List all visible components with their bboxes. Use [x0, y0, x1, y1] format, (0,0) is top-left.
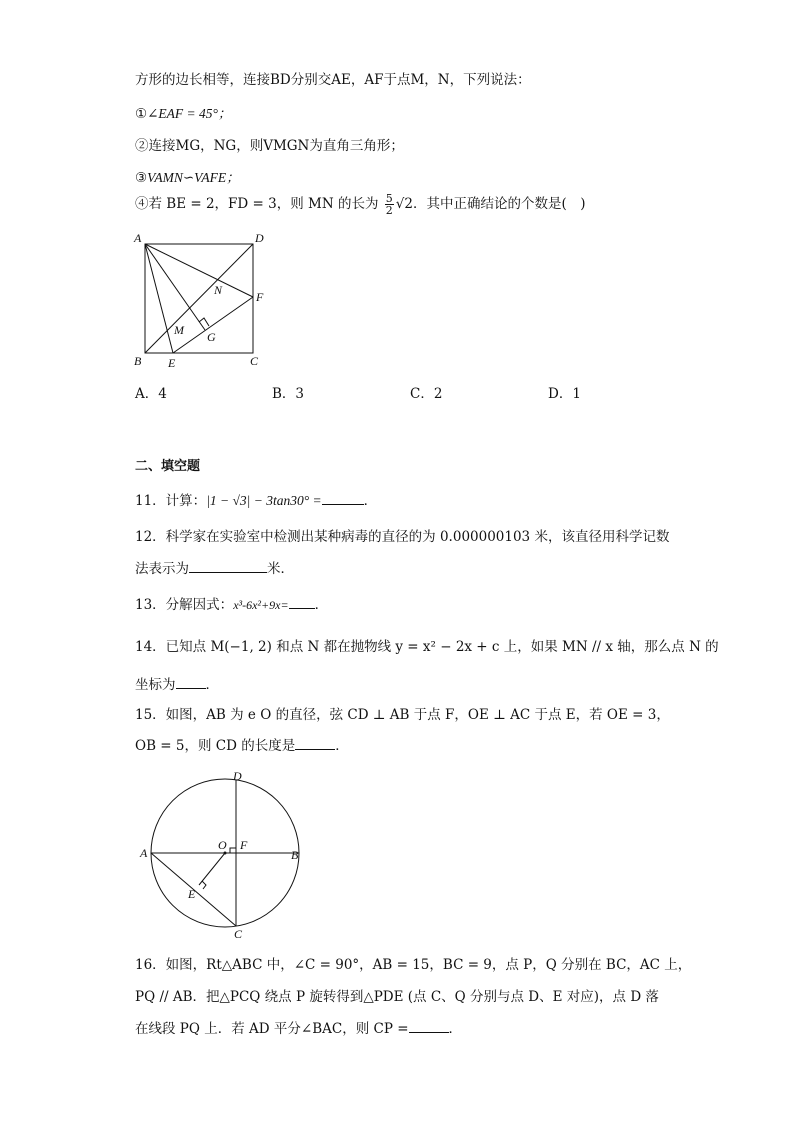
- q14-line1: 14．已知点 M(−1, 2) 和点 N 都在抛物线 y = x² − 2x + c 上，如果 MN // x 轴，那么点 N 的: [135, 639, 719, 655]
- segment-oe: [199, 853, 225, 885]
- q10-statement-3-text: VAMN∽VAFE；: [147, 170, 240, 185]
- q12-line2-post: 米．: [267, 561, 294, 577]
- q10-statement-2-mark: ②: [135, 138, 149, 154]
- q10-line1: 方形的边长相等，连接BD分别交AE，AF于点M，N，下列说法：: [135, 72, 531, 88]
- label-a: A: [134, 231, 142, 245]
- q10-statement-1-mark: ①: [135, 106, 148, 122]
- label-e: E: [188, 887, 196, 901]
- q12-line1: 12．科学家在实验室中检测出某种病毒的直径的为 0.000000103 米，该直径用科学记数: [135, 529, 670, 545]
- q10-statement-3-mark: ③: [135, 170, 148, 186]
- segment-ef: [173, 297, 253, 353]
- q14-line2: [135, 673, 219, 693]
- q12-line2-pre: 法表示为: [135, 561, 189, 577]
- q11-pre: 11．计算：: [135, 493, 207, 509]
- q10-statement-1: [135, 102, 231, 122]
- segment-af: [145, 244, 253, 297]
- q16-line2: PQ // AB．把△PCQ 绕点 P 旋转得到△PDE (点 C、Q 分别与点 D、E 对应)，点 D 落: [135, 989, 659, 1005]
- fraction-numerator: 5: [385, 192, 393, 205]
- segment-ag: [145, 244, 205, 330]
- right-angle-mark-f: [230, 848, 236, 853]
- q16-line3-pre: 在线段 PQ 上．若 AD 平分∠BAC，则 CP =: [135, 1021, 409, 1037]
- label-b: B: [291, 848, 299, 862]
- q13-answer-blank[interactable]: [289, 596, 315, 609]
- q10-statement-2-text: 连接MG，NG，则VMGN为直角三角形；: [148, 138, 404, 154]
- q11-post: ．: [363, 493, 378, 509]
- q14-line2-pre: 坐标为: [135, 677, 176, 693]
- option-c: C．2: [410, 386, 443, 402]
- q10-statement-3: [135, 166, 240, 186]
- q16-line1: 16．如图，Rt△ABC 中，∠C = 90°，AB = 15，BC = 9，点 P，Q 分别在 BC，AC 上，: [135, 957, 692, 973]
- q15-line2-pre: OB = 5，则 CD 的长度是: [135, 738, 296, 754]
- diagonal-bd: [145, 244, 253, 353]
- label-a: A: [140, 846, 148, 860]
- q11-expression: |1 − √3| − 3tan30° =: [206, 493, 322, 508]
- q12-line2: [135, 557, 294, 577]
- q15-line2-post: ．: [335, 738, 349, 754]
- right-angle-mark-e: [202, 881, 206, 889]
- q16-answer-blank[interactable]: [409, 1020, 449, 1033]
- q16-line3: [135, 1017, 462, 1037]
- q15-circle-figure: [138, 768, 313, 938]
- label-c: C: [234, 927, 243, 938]
- q10-statement-4: [135, 192, 586, 216]
- fraction-denominator: 2: [385, 204, 393, 217]
- q10-statement-2: [135, 134, 404, 154]
- label-n: N: [214, 283, 223, 297]
- label-o: O: [218, 838, 227, 852]
- section-title: 二、填空题: [135, 459, 201, 474]
- q11: [135, 489, 377, 509]
- q12-answer-blank[interactable]: [189, 560, 267, 573]
- label-e: E: [168, 356, 176, 370]
- label-g: G: [207, 330, 216, 344]
- q10-statement-4-pre: 若 BE = 2，FD = 3，则 MN 的长为: [148, 196, 379, 212]
- option-d: D．1: [548, 386, 581, 402]
- q16-line3-post: ．: [448, 1021, 463, 1037]
- fraction: [385, 193, 394, 216]
- q10-square-figure: [130, 230, 270, 375]
- label-d: D: [233, 769, 242, 783]
- label-b: B: [134, 354, 142, 368]
- q15-line1: 15．如图，AB 为 e O 的直径，弦 CD ⊥ AB 于点 F，OE ⊥ AC 于点 E，若 OE = 3，: [135, 707, 670, 723]
- label-f: F: [256, 290, 264, 304]
- q14-line2-post: ．: [205, 677, 219, 693]
- q10-statement-1-text: ∠EAF = 45°；: [147, 106, 232, 121]
- label-m: M: [174, 323, 184, 337]
- label-f: F: [240, 838, 248, 852]
- right-angle-mark-g: [199, 318, 209, 326]
- q10-statement-4-mark: ④: [135, 196, 149, 212]
- q11-answer-blank[interactable]: [322, 492, 364, 505]
- q13-post: ．: [314, 597, 329, 613]
- q13-pre: 13．分解因式：: [135, 597, 234, 613]
- label-d: D: [255, 231, 264, 245]
- q15-answer-blank[interactable]: [295, 737, 335, 750]
- sqrt-2: √2: [395, 196, 413, 212]
- q13: [135, 593, 328, 613]
- q10-statement-4-post: ．其中正确结论的个数是( ): [412, 196, 586, 212]
- q13-expression: x³-6x²+9x=: [233, 598, 289, 612]
- segment-ae: [145, 244, 173, 353]
- label-c: C: [250, 354, 259, 368]
- q14-answer-blank[interactable]: [176, 676, 206, 689]
- q15-line2: [135, 734, 349, 754]
- option-b: B．3: [272, 386, 305, 402]
- option-a: A．4: [135, 386, 167, 402]
